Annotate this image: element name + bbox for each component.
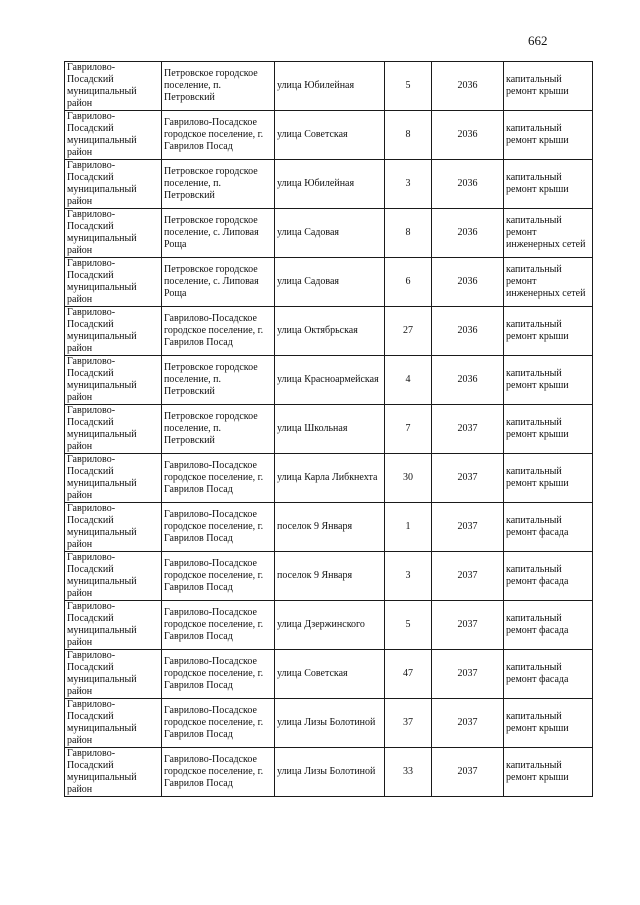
year-cell: 2037	[432, 454, 504, 503]
street-cell: улица Красноармейская	[275, 356, 385, 405]
district-cell: Гаврилово-Посадский муниципальный район	[65, 552, 162, 601]
table-row	[65, 258, 593, 307]
district-cell: Гаврилово-Посадский муниципальный район	[65, 748, 162, 797]
year-cell: 2037	[432, 748, 504, 797]
district-cell: Гаврилово-Посадский муниципальный район	[65, 699, 162, 748]
year-cell: 2037	[432, 650, 504, 699]
street-cell: улица Дзержинского	[275, 601, 385, 650]
house-number-cell: 5	[385, 601, 432, 650]
settlement-cell: Петровское городское поселение, с. Липовая Роща	[162, 258, 275, 307]
settlement-cell: Гаврилово-Посадское городское поселение, г. Гаврилов Посад	[162, 552, 275, 601]
settlement-cell: Петровское городское поселение, с. Липовая Роща	[162, 209, 275, 258]
settlement-cell: Гаврилово-Посадское городское поселение, г. Гаврилов Посад	[162, 699, 275, 748]
district-cell: Гаврилово-Посадский муниципальный район	[65, 356, 162, 405]
year-cell: 2036	[432, 111, 504, 160]
year-cell: 2036	[432, 307, 504, 356]
house-number-cell: 4	[385, 356, 432, 405]
work-type-cell: капитальный ремонт крыши	[504, 748, 593, 797]
work-type-cell: капитальный ремонт фасада	[504, 503, 593, 552]
settlement-cell: Гаврилово-Посадское городское поселение, г. Гаврилов Посад	[162, 601, 275, 650]
street-cell: поселок 9 Января	[275, 552, 385, 601]
house-number-cell: 5	[385, 62, 432, 111]
street-cell: улица Юбилейная	[275, 62, 385, 111]
district-cell: Гаврилово-Посадский муниципальный район	[65, 405, 162, 454]
settlement-cell: Гаврилово-Посадское городское поселение, г. Гаврилов Посад	[162, 307, 275, 356]
table-row	[65, 699, 593, 748]
street-cell: улица Школьная	[275, 405, 385, 454]
year-cell: 2036	[432, 356, 504, 405]
house-number-cell: 6	[385, 258, 432, 307]
table-row	[65, 601, 593, 650]
house-number-cell: 47	[385, 650, 432, 699]
settlement-cell: Гаврилово-Посадское городское поселение, г. Гаврилов Посад	[162, 748, 275, 797]
district-cell: Гаврилово-Посадский муниципальный район	[65, 209, 162, 258]
table-row	[65, 111, 593, 160]
year-cell: 2037	[432, 552, 504, 601]
district-cell: Гаврилово-Посадский муниципальный район	[65, 160, 162, 209]
district-cell: Гаврилово-Посадский муниципальный район	[65, 258, 162, 307]
page-number: 662	[528, 33, 548, 48]
house-number-cell: 3	[385, 552, 432, 601]
table-row	[65, 307, 593, 356]
table-row	[65, 405, 593, 454]
table-row	[65, 552, 593, 601]
work-type-cell: капитальный ремонт крыши	[504, 111, 593, 160]
table-row	[65, 748, 593, 797]
work-type-cell: капитальный ремонт крыши	[504, 405, 593, 454]
house-number-cell: 33	[385, 748, 432, 797]
work-type-cell: капитальный ремонт инженерных сетей	[504, 258, 593, 307]
district-cell: Гаврилово-Посадский муниципальный район	[65, 650, 162, 699]
district-cell: Гаврилово-Посадский муниципальный район	[65, 62, 162, 111]
work-type-cell: капитальный ремонт фасада	[504, 552, 593, 601]
district-cell: Гаврилово-Посадский муниципальный район	[65, 503, 162, 552]
year-cell: 2036	[432, 160, 504, 209]
street-cell: улица Советская	[275, 650, 385, 699]
house-number-cell: 8	[385, 111, 432, 160]
year-cell: 2036	[432, 209, 504, 258]
street-cell: улица Садовая	[275, 258, 385, 307]
settlement-cell: Петровское городское поселение, п. Петровский	[162, 160, 275, 209]
table-row	[65, 62, 593, 111]
work-type-cell: капитальный ремонт крыши	[504, 160, 593, 209]
work-type-cell: капитальный ремонт крыши	[504, 699, 593, 748]
work-type-cell: капитальный ремонт крыши	[504, 454, 593, 503]
street-cell: поселок 9 Января	[275, 503, 385, 552]
house-number-cell: 3	[385, 160, 432, 209]
house-number-cell: 27	[385, 307, 432, 356]
settlement-cell: Петровское городское поселение, п. Петровский	[162, 405, 275, 454]
year-cell: 2037	[432, 503, 504, 552]
year-cell: 2036	[432, 258, 504, 307]
year-cell: 2036	[432, 62, 504, 111]
settlement-cell: Гаврилово-Посадское городское поселение, г. Гаврилов Посад	[162, 111, 275, 160]
district-cell: Гаврилово-Посадский муниципальный район	[65, 111, 162, 160]
table-row	[65, 356, 593, 405]
work-type-cell: капитальный ремонт фасада	[504, 601, 593, 650]
work-type-cell: капитальный ремонт крыши	[504, 62, 593, 111]
settlement-cell: Гаврилово-Посадское городское поселение, г. Гаврилов Посад	[162, 454, 275, 503]
work-type-cell: капитальный ремонт инженерных сетей	[504, 209, 593, 258]
repair-schedule-table	[64, 61, 593, 797]
street-cell: улица Юбилейная	[275, 160, 385, 209]
table-row	[65, 209, 593, 258]
table-body	[65, 62, 593, 797]
district-cell: Гаврилово-Посадский муниципальный район	[65, 307, 162, 356]
settlement-cell: Гаврилово-Посадское городское поселение, г. Гаврилов Посад	[162, 650, 275, 699]
table-row	[65, 454, 593, 503]
street-cell: улица Садовая	[275, 209, 385, 258]
table-row	[65, 160, 593, 209]
street-cell: улица Советская	[275, 111, 385, 160]
settlement-cell: Петровское городское поселение, п. Петровский	[162, 62, 275, 111]
street-cell: улица Лизы Болотиной	[275, 699, 385, 748]
table-row	[65, 503, 593, 552]
district-cell: Гаврилово-Посадский муниципальный район	[65, 601, 162, 650]
house-number-cell: 8	[385, 209, 432, 258]
work-type-cell: капитальный ремонт фасада	[504, 650, 593, 699]
settlement-cell: Гаврилово-Посадское городское поселение, г. Гаврилов Посад	[162, 503, 275, 552]
year-cell: 2037	[432, 405, 504, 454]
house-number-cell: 1	[385, 503, 432, 552]
work-type-cell: капитальный ремонт крыши	[504, 356, 593, 405]
year-cell: 2037	[432, 601, 504, 650]
work-type-cell: капитальный ремонт крыши	[504, 307, 593, 356]
year-cell: 2037	[432, 699, 504, 748]
street-cell: улица Октябрьская	[275, 307, 385, 356]
house-number-cell: 7	[385, 405, 432, 454]
street-cell: улица Лизы Болотиной	[275, 748, 385, 797]
house-number-cell: 30	[385, 454, 432, 503]
table-row	[65, 650, 593, 699]
house-number-cell: 37	[385, 699, 432, 748]
district-cell: Гаврилово-Посадский муниципальный район	[65, 454, 162, 503]
street-cell: улица Карла Либкнехта	[275, 454, 385, 503]
settlement-cell: Петровское городское поселение, п. Петровский	[162, 356, 275, 405]
